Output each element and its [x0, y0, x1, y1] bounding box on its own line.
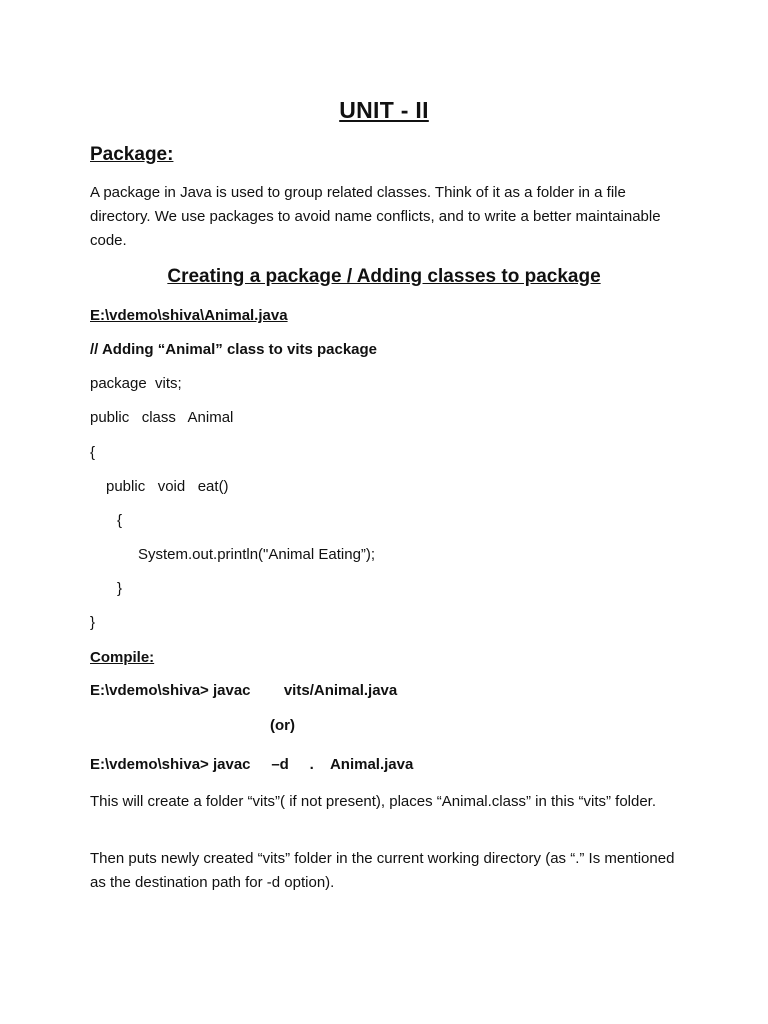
code-line-println: System.out.println("Animal Eating”); [138, 546, 376, 563]
comment-line: // Adding “Animal” class to vits package [90, 341, 378, 358]
code-line-method-open-brace: { [117, 512, 123, 529]
file-path: E:\vdemo\shiva\Animal.java [90, 307, 288, 324]
intro-paragraph: A package in Java is used to group related classes. Think of it as a folder in a file directory. We use packages to avoid name conflicts, and to write a better maintainable code. [90, 184, 661, 249]
page-title: UNIT - II [339, 97, 429, 123]
code-line-open-brace: { [90, 444, 96, 461]
code-line-class: public class Animal [90, 409, 234, 426]
package-heading: Package: [90, 144, 174, 165]
or-text: (or) [270, 717, 295, 734]
create-folder-paragraph: This will create a folder “vits”( if not present), places “Animal.class” in this “vits” folder. [90, 793, 657, 810]
compile-command-2: E:\vdemo\shiva> javac –d . Animal.java [90, 756, 414, 773]
compile-heading: Compile: [90, 649, 155, 666]
code-line-method-close-brace: } [117, 580, 123, 597]
compile-command-1: E:\vdemo\shiva> javac vits/Animal.java [90, 682, 398, 699]
code-line-method: public void eat() [106, 478, 229, 495]
working-directory-paragraph: Then puts newly created “vits” folder in the current working directory (as “.” Is mentioned as the destination path for -d option). [90, 850, 675, 891]
code-line-close-brace: } [90, 614, 96, 631]
section-heading: Creating a package / Adding classes to package [167, 266, 601, 287]
code-line-package: package vits; [90, 375, 182, 392]
